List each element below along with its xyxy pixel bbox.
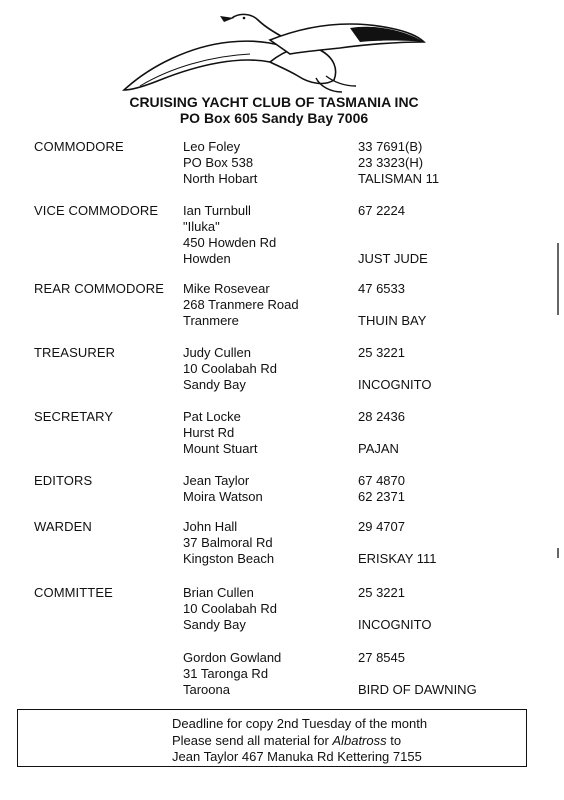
scan-mark [557, 548, 559, 558]
officer-detail-line: 10 Coolabah Rd [183, 601, 277, 616]
notice-line-3: Jean Taylor 467 Manuka Rd Kettering 7155 [172, 749, 422, 764]
club-name: CRUISING YACHT CLUB OF TASMANIA INC [129, 94, 419, 110]
officer-contact-line: 67 4870 [358, 473, 405, 488]
officer-role: SECRETARY [34, 409, 114, 424]
club-address: PO Box 605 Sandy Bay 7006 [179, 110, 369, 126]
officer-role: COMMITTEE [34, 585, 113, 600]
officer-contact-line: ERISKAY 111 [358, 551, 437, 566]
officer-contact-line [358, 361, 548, 377]
officer-detail-line: 10 Coolabah Rd [183, 361, 277, 376]
officer-detail-line: Jean Taylor [183, 473, 250, 488]
officer-details [183, 345, 353, 393]
notice-line-2-suffix: to [386, 732, 402, 748]
officer-detail-line: 268 Tranmere Road [183, 297, 299, 312]
officer-contact-line: JUST JUDE [358, 251, 428, 266]
officer-contact-line: 47 6533 [358, 281, 405, 296]
officer-detail-line: North Hobart [183, 171, 258, 186]
officer-contact-line [358, 666, 548, 682]
officer-contact [358, 585, 548, 633]
officer-contact-line [358, 425, 548, 441]
officer-contact-line [358, 297, 548, 313]
albatross-bird-icon [120, 6, 430, 94]
officer-details [183, 519, 353, 567]
officer-role: COMMODORE [34, 139, 124, 154]
officer-role: VICE COMMODORE [34, 203, 159, 218]
officer-contact-line: 33 7691(B) [358, 139, 423, 154]
officer-contact-line: 23 3323(H) [358, 155, 424, 170]
officer-detail-line: Ian Turnbull [183, 203, 251, 218]
officer-contact-line: 25 3221 [358, 585, 405, 600]
officer-details [183, 139, 353, 187]
officer-detail-line: Gordon Gowland [183, 650, 282, 665]
officer-detail-line: Moira Watson [183, 489, 263, 504]
scan-mark [557, 243, 559, 315]
officer-detail-line: Leo Foley [183, 139, 241, 154]
officer-detail-line: Tranmere [183, 313, 239, 328]
officer-detail-line: "Iluka" [183, 219, 220, 234]
officer-contact-line [358, 219, 548, 235]
officer-detail-line: Sandy Bay [183, 617, 246, 632]
officer-contact-line: INCOGNITO [358, 617, 432, 632]
officer-details [183, 409, 353, 457]
officer-contact-line: BIRD OF DAWNING [358, 682, 477, 697]
officer-details [183, 281, 353, 329]
officer-detail-line: 37 Balmoral Rd [183, 535, 273, 550]
officer-contact [358, 519, 548, 567]
officer-contact [358, 139, 548, 187]
deadline-notice [17, 709, 527, 767]
officer-contact-line: 25 3221 [358, 345, 405, 360]
officer-contact-line: 67 2224 [358, 203, 405, 218]
notice-line-1: Deadline for copy 2nd Tuesday of the month [172, 716, 428, 731]
officer-detail-line: Brian Cullen [183, 585, 254, 600]
officer-role: TREASURER [34, 345, 116, 360]
officer-detail-line: Mike Rosevear [183, 281, 270, 296]
officer-detail-line: Judy Cullen [183, 345, 251, 360]
officer-detail-line: Hurst Rd [183, 425, 235, 440]
officer-contact-line: THUIN BAY [358, 313, 427, 328]
officer-role: WARDEN [34, 519, 92, 534]
officer-contact-line [358, 235, 548, 251]
officer-detail-line: Pat Locke [183, 409, 241, 424]
officer-contact-line: TALISMAN 11 [358, 171, 440, 186]
officer-contact [358, 650, 548, 698]
officer-details [183, 585, 353, 633]
newsletter-title: Albatross [332, 732, 387, 748]
notice-line-2-prefix: Please send all material for [172, 732, 333, 748]
officer-details [183, 203, 353, 267]
officer-contact [358, 345, 548, 393]
officer-role: REAR COMMODORE [34, 281, 164, 296]
officer-detail-line: Taroona [183, 682, 230, 697]
officer-details [183, 473, 353, 505]
officer-contact-line [358, 535, 548, 551]
officer-contact-line: 28 2436 [358, 409, 405, 424]
officer-contact-line: INCOGNITO [358, 377, 432, 392]
officer-details [183, 650, 353, 698]
officer-contact [358, 281, 548, 329]
officer-contact [358, 203, 548, 267]
officer-contact-line: 27 8545 [358, 650, 405, 665]
officer-role: EDITORS [34, 473, 93, 488]
officer-contact [358, 409, 548, 457]
officer-contact-line [358, 601, 548, 617]
officer-contact [358, 473, 548, 505]
officer-contact-line: 29 4707 [358, 519, 405, 534]
officer-detail-line: Howden [183, 251, 231, 266]
officer-detail-line: Kingston Beach [183, 551, 275, 566]
officer-detail-line: 31 Taronga Rd [183, 666, 269, 681]
officer-detail-line: John Hall [183, 519, 238, 534]
officer-detail-line: PO Box 538 [183, 155, 254, 170]
notice-line-2 [172, 733, 526, 750]
officer-detail-line: Sandy Bay [183, 377, 246, 392]
officer-detail-line: 450 Howden Rd [183, 235, 277, 250]
officer-contact-line: PAJAN [358, 441, 399, 456]
officer-detail-line: Mount Stuart [183, 441, 258, 456]
officer-contact-line: 62 2371 [358, 489, 405, 504]
